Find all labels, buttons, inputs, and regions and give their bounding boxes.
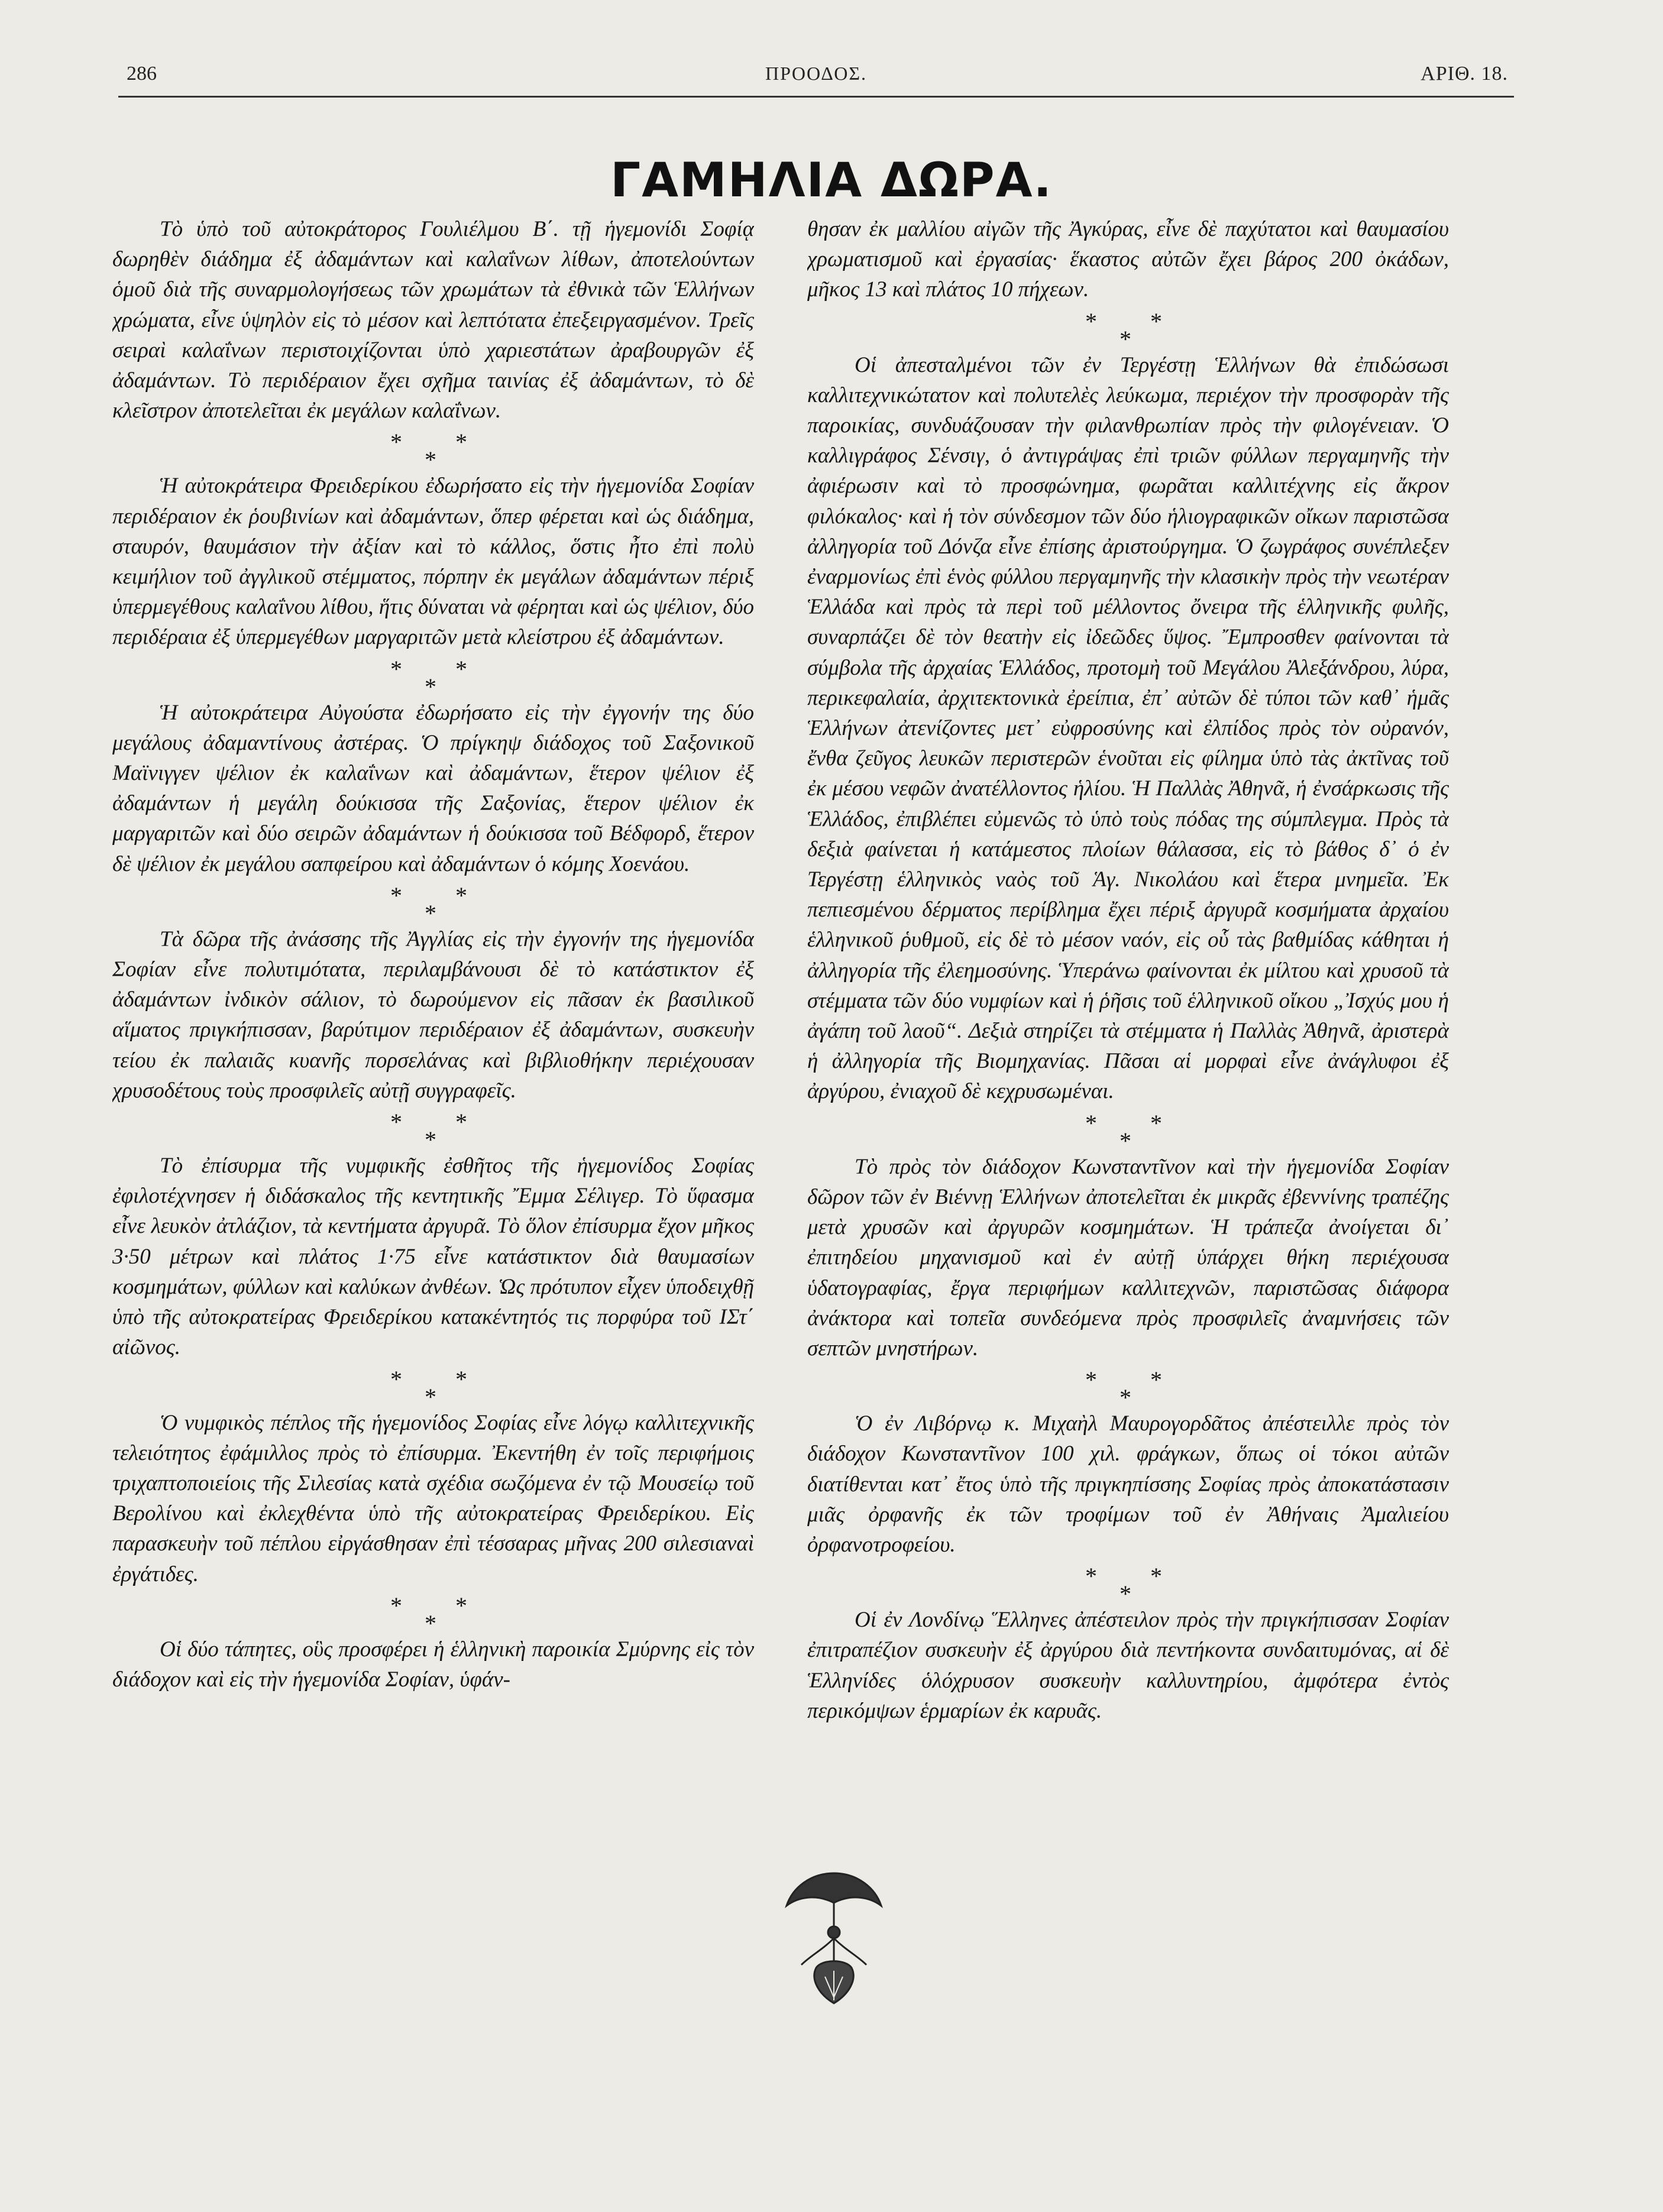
running-header — [118, 59, 1514, 98]
asterisk: * — [425, 446, 436, 474]
paragraph-continued: θησαν ἐκ μαλλίου αἰγῶν τῆς Ἀγκύρας, εἶνε δὲ παχύτατοι καὶ θαυμασίου χρωματισμοῦ καὶ ἐργασίας· ἕκαστος αὐτῶν ἔχει βάρος 200 ὀκάδων, μῆκος 13 καὶ πλάτος 10 πήχεων. — [807, 217, 1449, 302]
section-separator — [807, 1364, 1449, 1411]
section-separator — [112, 1363, 754, 1408]
paragraph: Ὁ νυμφικὸς πέπλος τῆς ἡγεμονίδος Σοφίας εἶνε λόγῳ καλλιτεχνικῆς τελειότητος ἐφάμιλλος πρὸς τὸ ἐπίσυρμα. Ἐκεντήθη ἐν τοῖς περιφήμοις τριχαπτοποιείοις τῆς Σιλεσίας κατὰ σχέδια σωζόμενα ἐν τῷ Μουσείῳ τοῦ Βερολίνου καὶ ἐκλεχθέντα ὑπὸ τῆς αὐτοκρατείρας Φρειδερίκου. Εἰς παρασκευὴν τοῦ πέπλου εἰργάσθησαν ἐπὶ τέσσαρας μῆνας 200 σιλεσιαναὶ ἐργάτιδες. — [112, 1410, 754, 1586]
asterisk: * — [1085, 307, 1097, 335]
tailpiece-ornament-icon — [775, 1861, 893, 2015]
asterisk: * — [390, 882, 402, 909]
asterisk: * — [390, 429, 402, 456]
paragraph: Ἡ αὐτοκράτειρα Φρειδερίκου ἐδωρήσατο εἰς τὴν ἡγεμονίδα Σοφίαν περιδέραιον ἐκ ῥουβινίων καὶ ἀδαμάντων, ὅπερ φέρεται καὶ ὡς διάδημα, σταυρόν, θαυμάσιον τὴν ἀξίαν καὶ τὸ κάλλος, ὅστις ἦτο ἐπὶ πολὺ κειμήλιον τοῦ ἀγγλικοῦ στέμματος, πόρπην ἐκ μεγάλων ἀδαμάντων πέριξ ὑπερμεγέθους καλαΐνου λίθου, ἥτις δύναται νὰ φέρηται καὶ ὡς ψέλιον, δύο περιδέραια ἐξ ὑπερμεγέθων μαργαριτῶν μετὰ κλείστρου ἐξ ἀδαμάντων. — [112, 474, 754, 650]
asterisk: * — [390, 655, 402, 682]
asterisk: * — [425, 1126, 436, 1154]
paragraph: Ὁ ἐν Λιβόρνῳ κ. Μιχαὴλ Μαυρογορδᾶτος ἀπέστειλλε πρὸς τὸν διάδοχον Κωνσταντῖνον 100 χιλ. φράγκων, ὅπως οἱ τόκοι αὐτῶν διατίθενται κατ᾿ ἔτος ὑπὸ τῆς πριγκηπίσσης Σοφίας πρὸς ἀποκατάστασιν μιᾶς ὀρφανῆς ἐκ τῶν τροφίμων τοῦ ἐν Ἀθήναις Ἀμαλιείου ὀρφανοτροφείου. — [807, 1411, 1449, 1557]
asterisk: * — [425, 1609, 436, 1637]
journal-title: ΠΡΟΟΔΟΣ. — [765, 63, 868, 84]
asterisk: * — [1085, 1563, 1097, 1590]
asterisk: * — [1085, 1109, 1097, 1136]
asterisk: * — [1120, 1127, 1131, 1154]
paragraph: Τὸ πρὸς τὸν διάδοχον Κωνσταντῖνον καὶ τὴν ἡγεμονίδα Σοφίαν δῶρον τῶν ἐν Βιέννῃ Ἑλλήνων ἀποτελεῖται ἐκ μικρᾶς ἐβεννίνης τραπέζης μετὰ χρυσῶν καὶ ἀργυρῶν κοσμημάτων. Ἡ τράπεζα ἀνοίγεται δι᾿ ἐπιτηδείου μηχανισμοῦ καὶ ἐν αὐτῇ ὑπάρχει θήκη περιέχουσα ὑδατογραφίας, ἔργα περιφήμων καλλιτεχνῶν, παριστῶσας διάφορα ἀνάκτορα καὶ τοπεῖα συνδεόμενα πρὸς προσφιλεῖς ἀναμνήσεις τῶν σεπτῶν μνηστήρων. — [807, 1154, 1449, 1361]
paragraph: Οἱ ἀπεσταλμένοι τῶν ἐν Τεργέστῃ Ἑλλήνων θὰ ἐπιδώσωσι καλλιτεχνικώτατον καὶ πολυτελὲς λεύκωμα, περιέχον τὴν προσφορὰν τῆς παροικίας, συνδυάζουσαν τὴν φιλανθρωπίαν πρὸς τὴν φιλογένειαν. Ὁ καλλιγράφος Σένσιγ, ὁ ἀντιγράψας ἐπὶ τριῶν φύλλων περγαμηνῆς τὴν ἀφιέρωσιν καὶ τὸ προσφώνημα, φωρᾶται καλλιτέχνης εἰς ἄκρον φιλόκαλος· καὶ ἡ τὸν σύνδεσμον τῶν δύο ἡλιογραφικῶν οἴκων παριστῶσα ἀλληγορία τοῦ Δόνζα εἶνε ἐπίσης ἀριστούργημα. Ὁ ζωγράφος συνέπλεξεν ἐναρμονίως ἐπὶ ἑνὸς φύλλου περγαμηνῆς τὴν κλασικὴν πρὸς τὴν νεωτέραν Ἑλλάδα καὶ πρὸς τὰ περὶ τοῦ μέλλοντος ὄνειρα τῆς ἑλληνικῆς φυλῆς, συναρπάζει δὲ τὸν θεατὴν εἰς ἰδεῶδες ὕψος. Ἔμπροσθεν φαίνονται τὰ σύμβολα τῆς ἀρχαίας Ἑλλάδος, προτομὴ τοῦ Μεγάλου Ἀλεξάνδρου, λύρα, περικεφαλαία, ἀρχιτεκτονικὰ ἐρείπια, ἐπ᾿ αὐτῶν δὲ τύποι τῶν καθ᾿ ἡμᾶς Ἑλλήνων ἀτενίζοντες μετ᾿ εὐφροσύνης καὶ ἐλπίδος πρὸς τὸν οὐρανόν, ἔνθα ζεῦγος λευκῶν περιστερῶν ἑνοῦται εἰς φίλημα ὑπὸ τὰς ἀκτῖνας τοῦ ἐκ μέσου νεφῶν ἀνατέλλοντος ἡλίου. Ἡ Παλλὰς Ἀθηνᾶ, ἡ ἐνσάρκωσις τῆς Ἑλλάδος, ἐπιβλέπει εὐμενῶς τὸ ὑπὸ τοὺς πόδας της σύμπλεγμα. Πρὸς τὰ δεξιὰ φαίνεται ἡ κατάμεστος πλοίων θάλασσα, εἰς τὸ βάθος δ᾿ ὁ ἐν Τεργέστῃ ἑλληνικὸς ναὸς τοῦ Ἁγ. Νικολάου καὶ ἕτερα μνημεῖα. Ἐκ πεπιεσμένου δέρματος περίβλημα ἔχει πέριξ ἀργυρᾶ κοσμήματα ἀρχαίου ἑλληνικοῦ ῥυθμοῦ, εἰς δὲ τὸ μέσον ναόν, εἰς οὗ τὰς βαθμίδας κάθηται ἡ ἀλληγορία τῆς ἐλεημοσύνης. Ὑπεράνω φαίνονται ἐκ μίλτου καὶ χρυσοῦ τὰ στέμματα τῶν δύο νυμφίων καὶ ἡ ῥῆσις τοῦ ἑλληνικοῦ οἴκου „Ἰσχύς μου ἡ ἀγάπη τοῦ λαοῦ“. Δεξιὰ στηρίζει τὰ στέμματα ἡ Παλλὰς Ἀθηνᾶ, ἀριστερὰ ἡ ἀλληγορία τῆς Βιομηχανίας. Πᾶσαι αἱ μορφαὶ εἶνε ἀνάγλυφοι ἐξ ἀργύρου, ἐνιαχοῦ δὲ κεχρυσωμέναι. — [807, 352, 1449, 1104]
section-separator — [807, 1560, 1449, 1608]
asterisk: * — [455, 882, 467, 909]
page-number: 286 — [127, 63, 157, 85]
asterisk: * — [1150, 1366, 1162, 1394]
section-separator — [112, 426, 754, 474]
asterisk: * — [1120, 1581, 1131, 1608]
asterisk: * — [1150, 1563, 1162, 1590]
asterisk: * — [1120, 1384, 1131, 1411]
section-separator — [112, 879, 754, 927]
asterisk: * — [425, 1383, 436, 1410]
asterisk: * — [390, 1109, 402, 1136]
section-separator — [112, 1106, 754, 1154]
right-column — [807, 214, 1449, 1787]
asterisk: * — [425, 899, 436, 927]
section-separator — [807, 305, 1449, 350]
left-column — [112, 214, 754, 1787]
asterisk: * — [1085, 1366, 1097, 1394]
paragraph: Τὸ ἐπίσυρμα τῆς νυμφικῆς ἐσθῆτος τῆς ἡγεμονίδος Σοφίας ἐφιλοτέχνησεν ἡ διδάσκαλος τῆς κεντητικῆς Ἔμμα Σέλιγερ. Τὸ ὕφασμα εἶνε λευκὸν ἀτλάζιον, τὰ κεντήματα ἀργυρᾶ. Τὸ ὅλον ἐπίσυρμα ἔχον μῆκος 3·50 μέτρων καὶ πλάτος 1·75 εἶνε κατάστικτον διὰ θαυμασίων κοσμημάτων, φύλλων καὶ καλύκων ἀνθέων. Ὡς πρότυπον εἶχεν ὑποδειχθῇ ὑπὸ τῆς αὐτοκρατείρας Φρειδερίκου κατακέντητός τις πορφύρα τοῦ ΙΣτ΄ αἰῶνος. — [112, 1154, 754, 1360]
asterisk: * — [390, 1592, 402, 1619]
asterisk: * — [455, 655, 467, 682]
section-separator — [112, 653, 754, 698]
asterisk: * — [455, 429, 467, 456]
paragraph: Οἱ δύο τάπητες, οὓς προσφέρει ἡ ἑλληνικὴ παροικία Σμύρνης εἰς τὸν διάδοχον καὶ εἰς τὴν ἡγεμονίδα Σοφίαν, ὑφάν- — [112, 1637, 754, 1692]
paragraph: Τὸ ὑπὸ τοῦ αὐτοκράτορος Γουλιέλμου Β΄. τῇ ἡγεμονίδι Σοφίᾳ δωρηθὲν διάδημα ἐξ ἀδαμάντων καὶ καλαΐνων λίθων, ἀποτελούντων ὁμοῦ διὰ τῆς συναρμολογήσεως τῶν χρωμάτων τὰ ἐθνικὰ τῶν Ἑλλήνων χρώματα, εἶνε ὑψηλὸν εἰς τὸ μέσον καὶ λεπτότατα ἐπεξειργασμένον. Τρεῖς σειραὶ καλαΐνων περιστοιχίζονται ὑπὸ χαριεστάτων ἀραβουργῶν ἐξ ἀδαμάντων. Τὸ περιδέραιον ἔχει σχῆμα ταινίας ἐξ ἀδαμάντων, τὸ δὲ κλεῖστρον ἀποτελεῖται ἐκ μεγάλων καλαΐνων. — [112, 217, 754, 423]
section-separator — [112, 1589, 754, 1637]
issue-number: ΑΡΙΘ. 18. — [1421, 63, 1508, 85]
asterisk: * — [390, 1365, 402, 1392]
article-title: ΓΑΜΗΛΙΑ ΔΩΡΑ. — [610, 153, 1053, 208]
asterisk: * — [425, 673, 436, 700]
section-separator — [807, 1107, 1449, 1152]
paragraph: Ἡ αὐτοκράτειρα Αὐγούστα ἐδωρήσατο εἰς τὴν ἐγγονήν της δύο μεγάλους ἀδαμαντίνους ἀστέρας. Ὁ πρίγκηψ διάδοχος τοῦ Σαξονικοῦ Μαϊνιγγεν ψέλιον ἐκ καλαΐνων καὶ ἀδαμάντων, ἕτερον ψέλιον ἐξ ἀδαμάντων ἡ μεγάλη δούκισσα τῆς Σαξονίας, ἕτερον ψέλιον ἐκ μαργαριτῶν καὶ δύο σειρῶν ἀδαμάντων ἡ δούκισσα τοῦ Βέδφορδ, ἕτερον δὲ ψέλιον ἐκ μεγάλου σαπφείρου καὶ ἀδαμάντων ὁ κόμης Χοενάου. — [112, 700, 754, 876]
asterisk: * — [1120, 325, 1131, 352]
paragraph: Τὰ δῶρα τῆς ἀνάσσης τῆς Ἀγγλίας εἰς τὴν ἐγγονήν της ἡγεμονίδα Σοφίαν εἶνε πολυτιμότατα, περιλαμβάνουσι δὲ τὸ κατάστικτον ἐξ ἀδαμάντων ἰνδικὸν σάλιον, τὸ δωρούμενον εἰς πᾶσαν ἐκ βασιλικοῦ αἵματος πριγκήπισσαν, βαρύτιμον περιδέραιον ἐξ ἀδαμάντων, συσκευὴν τείου ἐκ παλαιᾶς κυανῆς πορσελάνας καὶ βιβλιοθήκην περιέχουσαν χρυσοδέτους τοὺς προσφιλεῖς αὐτῇ συγγραφεῖς. — [112, 927, 754, 1103]
asterisk: * — [455, 1592, 467, 1619]
paragraph: Οἱ ἐν Λονδίνῳ Ἕλληνες ἀπέστειλον πρὸς τὴν πριγκήπισσαν Σοφίαν ἐπιτραπέζιον συσκευὴν ἐξ ἀργύρου διὰ πεντήκοντα συνδαιτυμόνας, αἱ δὲ Ἑλληνίδες ὁλόχρυσον συσκευὴν καλλυντηρίου, ἀμφότερα ἐντὸς περικόμψων ἑρμαρίων ἐκ καρυᾶς. — [807, 1608, 1449, 1723]
asterisk: * — [1150, 1109, 1162, 1136]
asterisk: * — [455, 1365, 467, 1392]
asterisk: * — [455, 1109, 467, 1136]
asterisk: * — [1150, 307, 1162, 335]
